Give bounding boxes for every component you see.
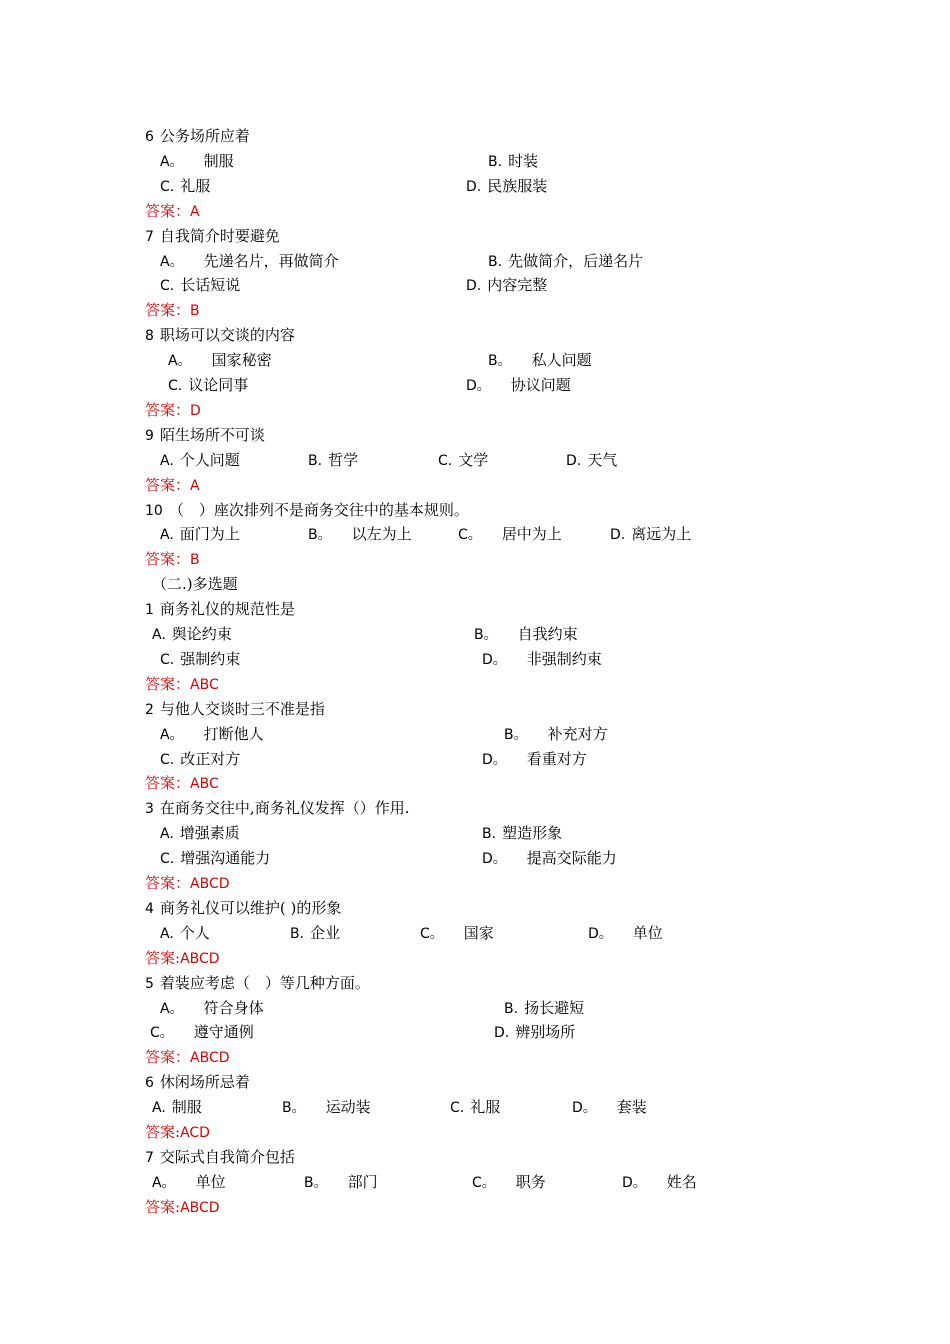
options-line <box>0 348 950 373</box>
option-letter: A. <box>160 925 174 942</box>
option-text: 时装 <box>508 151 539 170</box>
option <box>160 921 210 947</box>
option-text: 塑造形象 <box>502 824 563 843</box>
question-number: 6 <box>145 129 154 145</box>
answer-line <box>145 771 219 796</box>
answer-line <box>145 1120 210 1145</box>
option-letter: A. <box>152 1100 166 1117</box>
option-text: 改正对方 <box>180 749 241 768</box>
option <box>160 747 240 773</box>
options-line <box>0 448 950 473</box>
option-text: 协议问题 <box>510 376 571 394</box>
option <box>572 1095 647 1121</box>
answer-label: 答案： <box>145 400 191 419</box>
option-letter: C. <box>160 278 175 295</box>
question-text: 陌生场所不可谈 <box>159 425 265 444</box>
option-text: 礼服 <box>180 176 211 195</box>
options-line <box>0 1095 950 1120</box>
answer-line <box>145 672 219 697</box>
option-letter: A。 <box>152 1174 176 1191</box>
option-text: 先做简介，后递名片 <box>508 251 644 270</box>
option-letter: A。 <box>160 1000 184 1017</box>
question-line <box>145 224 280 249</box>
question-line <box>145 697 325 722</box>
option-text: 自我约束 <box>517 625 578 643</box>
answer-label: 答案: <box>145 1197 181 1216</box>
option <box>466 174 547 200</box>
option-letter: A。 <box>160 253 184 270</box>
option <box>160 821 240 847</box>
question-text: 与他人交谈时三不准是指 <box>159 699 325 718</box>
option <box>152 1095 202 1121</box>
option-letter: D。 <box>588 925 613 942</box>
option-text: 部门 <box>347 1172 378 1191</box>
option <box>622 1170 697 1196</box>
option-text: 强制约束 <box>180 649 241 668</box>
option-letter: C. <box>438 452 453 469</box>
option <box>160 722 264 748</box>
option <box>160 996 264 1022</box>
option-letter: D。 <box>622 1174 647 1191</box>
option-letter: A。 <box>160 153 184 170</box>
answer-value: D <box>190 402 201 419</box>
option-letter: B. <box>308 452 323 469</box>
option-letter: B。 <box>504 726 528 743</box>
option <box>160 249 339 275</box>
options-line <box>0 273 950 298</box>
option-text: 企业 <box>310 923 341 942</box>
option-letter: C。 <box>150 1025 174 1042</box>
options-line <box>0 921 950 946</box>
option <box>488 149 538 175</box>
option <box>488 249 643 275</box>
options-line <box>0 821 950 846</box>
answer-value: B <box>190 552 200 569</box>
option <box>152 622 232 648</box>
option-letter: C。 <box>420 925 444 942</box>
option-letter: C. <box>168 378 183 394</box>
option <box>494 1020 575 1046</box>
option-text: 套装 <box>616 1098 647 1117</box>
question-number: 4 <box>145 900 154 917</box>
option <box>482 647 602 673</box>
option-text: 天气 <box>587 450 618 469</box>
option <box>160 149 234 175</box>
option <box>566 448 617 474</box>
option-letter: B。 <box>282 1100 306 1117</box>
question-line <box>145 597 295 622</box>
answer-label: 答案： <box>145 874 191 892</box>
option-letter: B。 <box>488 353 512 370</box>
option <box>290 921 340 947</box>
option-letter: C. <box>160 651 175 668</box>
options-line <box>0 747 950 772</box>
option-text: 看重对方 <box>526 749 587 768</box>
options-line <box>0 1020 950 1045</box>
option-text: 以左为上 <box>351 525 412 544</box>
option <box>308 522 412 548</box>
answer-line <box>145 946 220 971</box>
option-text: 国家 <box>463 923 494 942</box>
question-text: 公务场所应着 <box>159 127 250 145</box>
option-text: 非强制约束 <box>526 649 602 668</box>
question-number: 6 <box>145 1075 154 1092</box>
option-text: 扬长避短 <box>524 998 585 1017</box>
question-number: 2 <box>145 701 154 718</box>
question-text: 职场可以交谈的内容 <box>159 326 295 345</box>
option-text: 打断他人 <box>203 724 264 743</box>
question-line <box>145 1070 250 1095</box>
question-line <box>145 323 295 348</box>
option-letter: B. <box>504 1000 519 1017</box>
option <box>458 522 562 548</box>
option-letter: D. <box>566 452 582 469</box>
option-letter: C. <box>160 751 175 768</box>
question-number: 10 <box>145 502 163 519</box>
option-letter: A。 <box>168 353 192 370</box>
option-text: 辨别场所 <box>515 1023 576 1042</box>
answer-value: ABCD <box>180 950 220 967</box>
answer-label: 答案： <box>145 550 191 569</box>
section-heading: （二.)多选题 <box>152 575 238 594</box>
option <box>160 647 240 673</box>
question-number: 3 <box>145 801 154 818</box>
option-text: 增强素质 <box>179 824 240 843</box>
option-letter: A。 <box>160 726 184 743</box>
option <box>160 174 210 200</box>
option-text: 礼服 <box>470 1098 501 1117</box>
option-letter: C。 <box>472 1174 496 1191</box>
option-text: 内容完整 <box>487 276 548 295</box>
option-letter: B. <box>290 925 305 942</box>
options-line <box>0 622 950 647</box>
option <box>150 1020 254 1046</box>
option <box>438 448 488 474</box>
options-line <box>0 174 950 199</box>
options-line <box>0 722 950 747</box>
options-line <box>0 1170 950 1195</box>
option-text: 个人 <box>179 923 210 942</box>
options-line <box>0 249 950 274</box>
answer-label: 答案: <box>145 1123 181 1141</box>
answer-line <box>145 298 200 323</box>
option-letter: B. <box>482 826 497 843</box>
option-letter: D。 <box>482 851 507 868</box>
options-line <box>0 996 950 1021</box>
option <box>466 373 571 399</box>
answer-value: B <box>190 303 200 320</box>
option-letter: D。 <box>466 378 491 394</box>
answer-value: ABCD <box>190 1050 230 1067</box>
answer-line <box>145 547 200 572</box>
question-line <box>145 423 265 448</box>
option <box>482 821 562 847</box>
option-letter: C. <box>450 1100 465 1117</box>
option-letter: A. <box>160 527 174 544</box>
option <box>304 1170 378 1196</box>
option <box>610 522 691 548</box>
option-text: 舆论约束 <box>171 625 232 643</box>
option <box>466 273 547 299</box>
option <box>588 921 663 947</box>
option-letter: C。 <box>458 527 482 544</box>
question-number: 1 <box>145 602 154 619</box>
option <box>504 722 608 748</box>
option <box>160 846 270 872</box>
options-line <box>0 522 950 547</box>
option-text: 文学 <box>458 450 489 469</box>
question-line <box>145 1145 295 1170</box>
question-text: 交际式自我简介包括 <box>159 1147 295 1166</box>
question-text: 休闲场所忌着 <box>159 1073 250 1092</box>
option <box>308 448 358 474</box>
option-letter: D. <box>610 527 626 544</box>
answer-label: 答案： <box>145 674 191 693</box>
answer-label: 答案： <box>145 301 191 320</box>
option-text: 居中为上 <box>501 525 562 544</box>
options-line <box>0 846 950 871</box>
option-letter: A. <box>160 826 174 843</box>
option-text: 离远为上 <box>631 525 692 544</box>
answer-line <box>145 871 230 896</box>
answer-label: 答案： <box>145 201 191 220</box>
answer-label: 答案: <box>145 948 181 967</box>
option <box>450 1095 500 1121</box>
option-text: 单位 <box>195 1172 226 1191</box>
question-text: 商务礼仪的规范性是 <box>159 600 295 619</box>
option-letter: D. <box>466 278 482 295</box>
question-text: 商务礼仪可以维护( )的形象 <box>159 898 342 917</box>
option-text: 长话短说 <box>180 276 241 295</box>
option <box>168 373 248 399</box>
option-text: 遵守通例 <box>193 1023 254 1042</box>
option <box>504 996 584 1022</box>
option-text: 民族服装 <box>487 176 548 195</box>
answer-line <box>145 473 200 498</box>
option-letter: B。 <box>304 1174 328 1191</box>
question-number: 5 <box>145 975 154 992</box>
answer-label: 答案： <box>145 475 191 494</box>
option-letter: D. <box>466 178 482 195</box>
option-letter: B。 <box>474 627 498 643</box>
option-text: 符合身体 <box>203 998 264 1017</box>
options-line <box>0 647 950 672</box>
option-letter: D。 <box>482 651 507 668</box>
option <box>482 747 587 773</box>
option <box>472 1170 546 1196</box>
option <box>420 921 494 947</box>
answer-line <box>145 1045 230 1070</box>
option-letter: B. <box>488 153 503 170</box>
answer-value: A <box>190 203 200 220</box>
option <box>474 622 578 648</box>
option-text: 制服 <box>171 1098 202 1117</box>
option-letter: A. <box>152 627 166 643</box>
option-text: 制服 <box>203 151 234 170</box>
option-text: 个人问题 <box>179 450 240 469</box>
question-text: （ ）座次排列不是商务交往中的基本规则。 <box>168 500 469 519</box>
answer-value: ACD <box>180 1125 210 1141</box>
option <box>160 522 240 548</box>
question-line <box>145 124 250 149</box>
option-text: 私人问题 <box>531 351 592 370</box>
option <box>482 846 617 872</box>
option-text: 哲学 <box>328 450 359 469</box>
question-line <box>145 971 370 996</box>
option <box>160 273 240 299</box>
answer-value: ABCD <box>190 876 230 892</box>
option-letter: D。 <box>482 751 507 768</box>
option-letter: B. <box>488 253 503 270</box>
option <box>282 1095 371 1121</box>
option-text: 提高交际能力 <box>526 849 617 868</box>
question-number: 8 <box>145 328 154 345</box>
question-number: 7 <box>145 1149 154 1166</box>
option-text: 议论同事 <box>188 376 249 394</box>
question-line <box>145 896 341 921</box>
option-letter: C. <box>160 178 175 195</box>
answer-line <box>145 398 201 423</box>
answer-line <box>145 199 200 224</box>
option-text: 补充对方 <box>547 724 608 743</box>
options-line <box>0 373 950 398</box>
option-text: 运动装 <box>325 1098 371 1117</box>
answer-value: ABC <box>190 676 219 693</box>
answer-value: ABC <box>190 776 219 793</box>
option-letter: B。 <box>308 527 332 544</box>
question-text: 着装应考虑（ ）等几种方面。 <box>159 973 370 992</box>
option <box>160 448 240 474</box>
option-letter: C. <box>160 851 175 868</box>
option-text: 单位 <box>632 923 663 942</box>
option-text: 国家秘密 <box>211 351 272 370</box>
question-text: 在商务交往中,商务礼仪发挥（）作用. <box>159 799 410 818</box>
question-number: 9 <box>145 427 154 444</box>
answer-value: A <box>190 477 200 494</box>
option-text: 先递名片，再做简介 <box>203 251 339 270</box>
answer-label: 答案： <box>145 774 191 793</box>
question-line <box>145 796 409 821</box>
question-number: 7 <box>145 228 154 245</box>
option-text: 增强沟通能力 <box>180 849 271 868</box>
option-letter: D。 <box>572 1100 597 1117</box>
question-text: 自我简介时要避免 <box>159 226 280 245</box>
answer-value: ABCD <box>180 1199 220 1216</box>
option <box>488 348 592 374</box>
option-text: 面门为上 <box>179 525 240 544</box>
option <box>152 1170 226 1196</box>
option <box>168 348 272 374</box>
option-text: 职务 <box>515 1172 546 1191</box>
question-line <box>145 498 469 523</box>
options-line <box>0 149 950 174</box>
option-letter: D. <box>494 1025 510 1042</box>
answer-label: 答案： <box>145 1048 191 1067</box>
option-text: 姓名 <box>666 1172 697 1191</box>
option-letter: A. <box>160 452 174 469</box>
answer-line <box>145 1195 220 1220</box>
